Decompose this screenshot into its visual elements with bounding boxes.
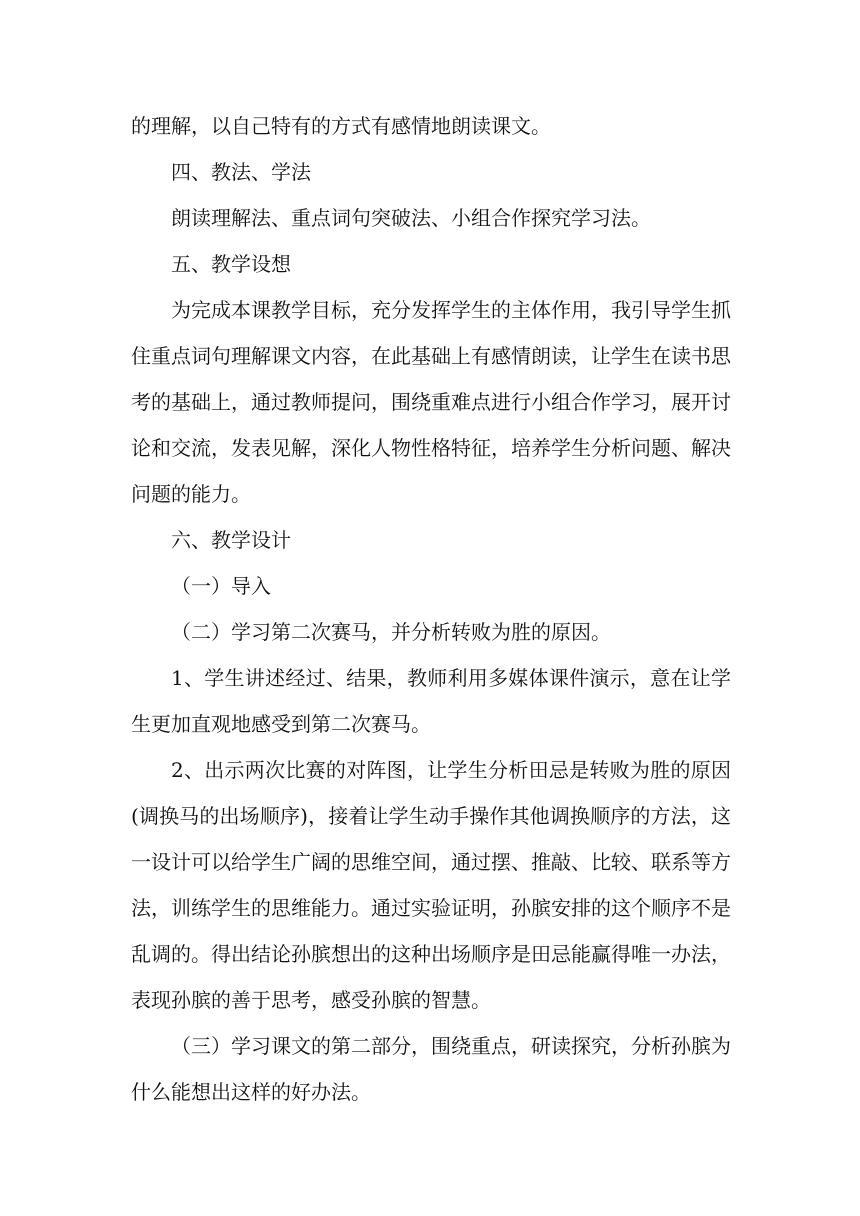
text-line: 问题的能力。 <box>131 482 251 506</box>
subsection-heading: （一）导入 <box>171 574 271 598</box>
text-line: 论和交流，发表见解，深化人物性格特征，培养学生分析问题、解决 <box>131 436 731 460</box>
section-heading: 六、教学设计 <box>171 528 291 552</box>
text-line: 1、学生讲述经过、结果，教师利用多媒体课件演示，意在让学 <box>171 666 731 690</box>
text-line: 2、出示两次比赛的对阵图，让学生分析田忌是转败为胜的原因 <box>171 758 731 782</box>
text-line: (调换马的出场顺序)，接着让学生动手操作其他调换顺序的方法，这 <box>131 804 731 828</box>
subsection-heading: （二）学习第二次赛马，并分析转败为胜的原因。 <box>171 620 611 644</box>
text-line: 的理解，以自己特有的方式有感情地朗读课文。 <box>131 114 551 138</box>
subsection-heading: （三）学习课文的第二部分，围绕重点，研读探究，分析孙膑为 <box>171 1034 731 1058</box>
text-line: 朗读理解法、重点词句突破法、小组合作探究学习法。 <box>171 206 651 230</box>
text-line: 生更加直观地感受到第二次赛马。 <box>131 712 431 736</box>
text-line: 住重点词句理解课文内容，在此基础上有感情朗读，让学生在读书思 <box>131 344 731 368</box>
text-line: 为完成本课教学目标，充分发挥学生的主体作用，我引导学生抓 <box>171 298 731 322</box>
text-line: 表现孙膑的善于思考，感受孙膑的智慧。 <box>131 988 491 1012</box>
section-heading: 五、教学设想 <box>171 252 291 276</box>
text-line: 考的基础上，通过教师提问，围绕重难点进行小组合作学习，展开讨 <box>131 390 731 414</box>
text-line: 什么能想出这样的好办法。 <box>131 1080 371 1104</box>
section-heading: 四、教法、学法 <box>171 160 311 184</box>
text-line: 乱调的。得出结论孙膑想出的这种出场顺序是田忌能赢得唯一办法， <box>131 942 731 966</box>
text-line: 法，训练学生的思维能力。通过实验证明，孙膑安排的这个顺序不是 <box>131 896 731 920</box>
text-line: 一设计可以给学生广阔的思维空间，通过摆、推敲、比较、联系等方 <box>131 850 731 874</box>
